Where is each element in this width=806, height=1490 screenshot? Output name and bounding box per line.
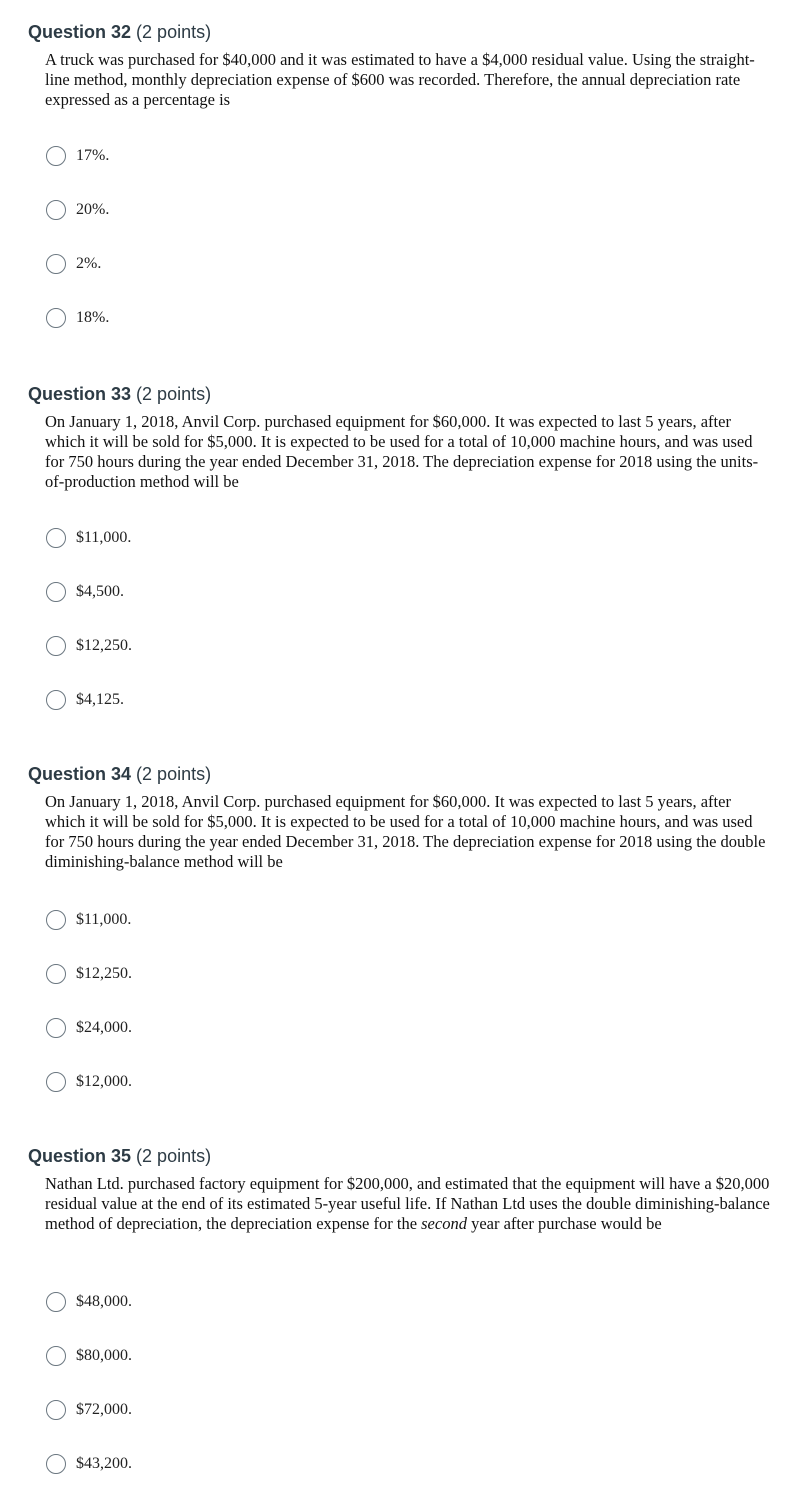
answer-option[interactable] bbox=[46, 1289, 132, 1315]
question-text-emphasis: second bbox=[421, 1214, 467, 1233]
question-text: On January 1, 2018, Anvil Corp. purchased equipment for $60,000. It was expected to last 5 years, after which it will be sold for $5,000. It is expected to be used for a total of 10,000 machine hours, and was used for 750 hours during the year ended December 31, 2018. The depreciation expense for 2018 using the double diminishing-balance method will be bbox=[45, 792, 766, 871]
radio-button[interactable] bbox=[46, 964, 66, 984]
question-points: (2 points) bbox=[136, 1146, 212, 1166]
answer-option[interactable] bbox=[46, 305, 109, 331]
radio-button[interactable] bbox=[46, 1018, 66, 1038]
answer-label: 17%. bbox=[76, 147, 110, 164]
question-text bbox=[45, 1174, 775, 1234]
answer-label: $43,200. bbox=[76, 1455, 132, 1472]
answer-option[interactable] bbox=[46, 251, 101, 277]
question-points: (2 points) bbox=[136, 22, 212, 42]
question-text-part: Nathan Ltd. purchased factory equipment for $200,000, and estimated that the equipment will have a $20,000 residual value at the end of its estimated 5-year useful life. If Nathan Ltd uses the double diminishing-balance method of depreciation, the depreciation expense for the bbox=[45, 1174, 770, 1233]
radio-button[interactable] bbox=[46, 636, 66, 656]
answer-label: 2%. bbox=[76, 255, 102, 272]
radio-button[interactable] bbox=[46, 1346, 66, 1366]
answer-option[interactable] bbox=[46, 907, 131, 933]
answer-option[interactable] bbox=[46, 1069, 132, 1095]
answer-label: $80,000. bbox=[76, 1347, 132, 1364]
radio-button[interactable] bbox=[46, 582, 66, 602]
answer-option[interactable] bbox=[46, 1343, 132, 1369]
radio-button[interactable] bbox=[46, 910, 66, 930]
answer-label: $12,250. bbox=[76, 637, 132, 654]
answer-option[interactable] bbox=[46, 961, 132, 987]
answer-label: $4,125. bbox=[76, 691, 124, 708]
answer-option[interactable] bbox=[46, 687, 124, 713]
question-text-part: year after purchase would be bbox=[466, 1214, 662, 1233]
radio-button[interactable] bbox=[46, 1400, 66, 1420]
answer-label: $48,000. bbox=[76, 1293, 132, 1310]
question-number: Question 33 bbox=[28, 384, 132, 404]
answer-label: $11,000. bbox=[76, 911, 132, 928]
radio-button[interactable] bbox=[46, 146, 66, 166]
answer-option[interactable] bbox=[46, 197, 109, 223]
answer-label: $12,250. bbox=[76, 965, 132, 982]
radio-button[interactable] bbox=[46, 254, 66, 274]
question-header bbox=[28, 764, 211, 785]
radio-button[interactable] bbox=[46, 1454, 66, 1474]
question-header bbox=[28, 384, 211, 405]
answer-option[interactable] bbox=[46, 525, 131, 551]
answer-option[interactable] bbox=[46, 143, 109, 169]
answer-label: 20%. bbox=[76, 201, 110, 218]
question-points: (2 points) bbox=[136, 384, 212, 404]
radio-button[interactable] bbox=[46, 1072, 66, 1092]
answer-label: $24,000. bbox=[76, 1019, 132, 1036]
question-number: Question 35 bbox=[28, 1146, 132, 1166]
question-text: A truck was purchased for $40,000 and it was estimated to have a $4,000 residual value. Using the straight-line method, monthly depreciation expense of $600 was recorded. Therefore, the annual depreciation rate expressed as a percentage is bbox=[45, 50, 755, 109]
answer-option[interactable] bbox=[46, 1397, 132, 1423]
question-number: Question 32 bbox=[28, 22, 132, 42]
question-header bbox=[28, 1146, 211, 1167]
question-header bbox=[28, 22, 211, 43]
answer-label: $11,000. bbox=[76, 529, 132, 546]
radio-button[interactable] bbox=[46, 1292, 66, 1312]
answer-label: $4,500. bbox=[76, 583, 124, 600]
answer-option[interactable] bbox=[46, 1015, 132, 1041]
answer-label: 18%. bbox=[76, 309, 110, 326]
answer-label: $12,000. bbox=[76, 1073, 132, 1090]
answer-option[interactable] bbox=[46, 1451, 132, 1477]
answer-label: $72,000. bbox=[76, 1401, 132, 1418]
radio-button[interactable] bbox=[46, 690, 66, 710]
answer-option[interactable] bbox=[46, 633, 132, 659]
radio-button[interactable] bbox=[46, 200, 66, 220]
question-points: (2 points) bbox=[136, 764, 212, 784]
answer-option[interactable] bbox=[46, 579, 124, 605]
question-number: Question 34 bbox=[28, 764, 132, 784]
radio-button[interactable] bbox=[46, 308, 66, 328]
question-text: On January 1, 2018, Anvil Corp. purchased equipment for $60,000. It was expected to last 5 years, after which it will be sold for $5,000. It is expected to be used for a total of 10,000 machine hours, and was used for 750 hours during the year ended December 31, 2018. The depreciation expense for 2018 using the units-of-production method will be bbox=[45, 412, 759, 491]
radio-button[interactable] bbox=[46, 528, 66, 548]
